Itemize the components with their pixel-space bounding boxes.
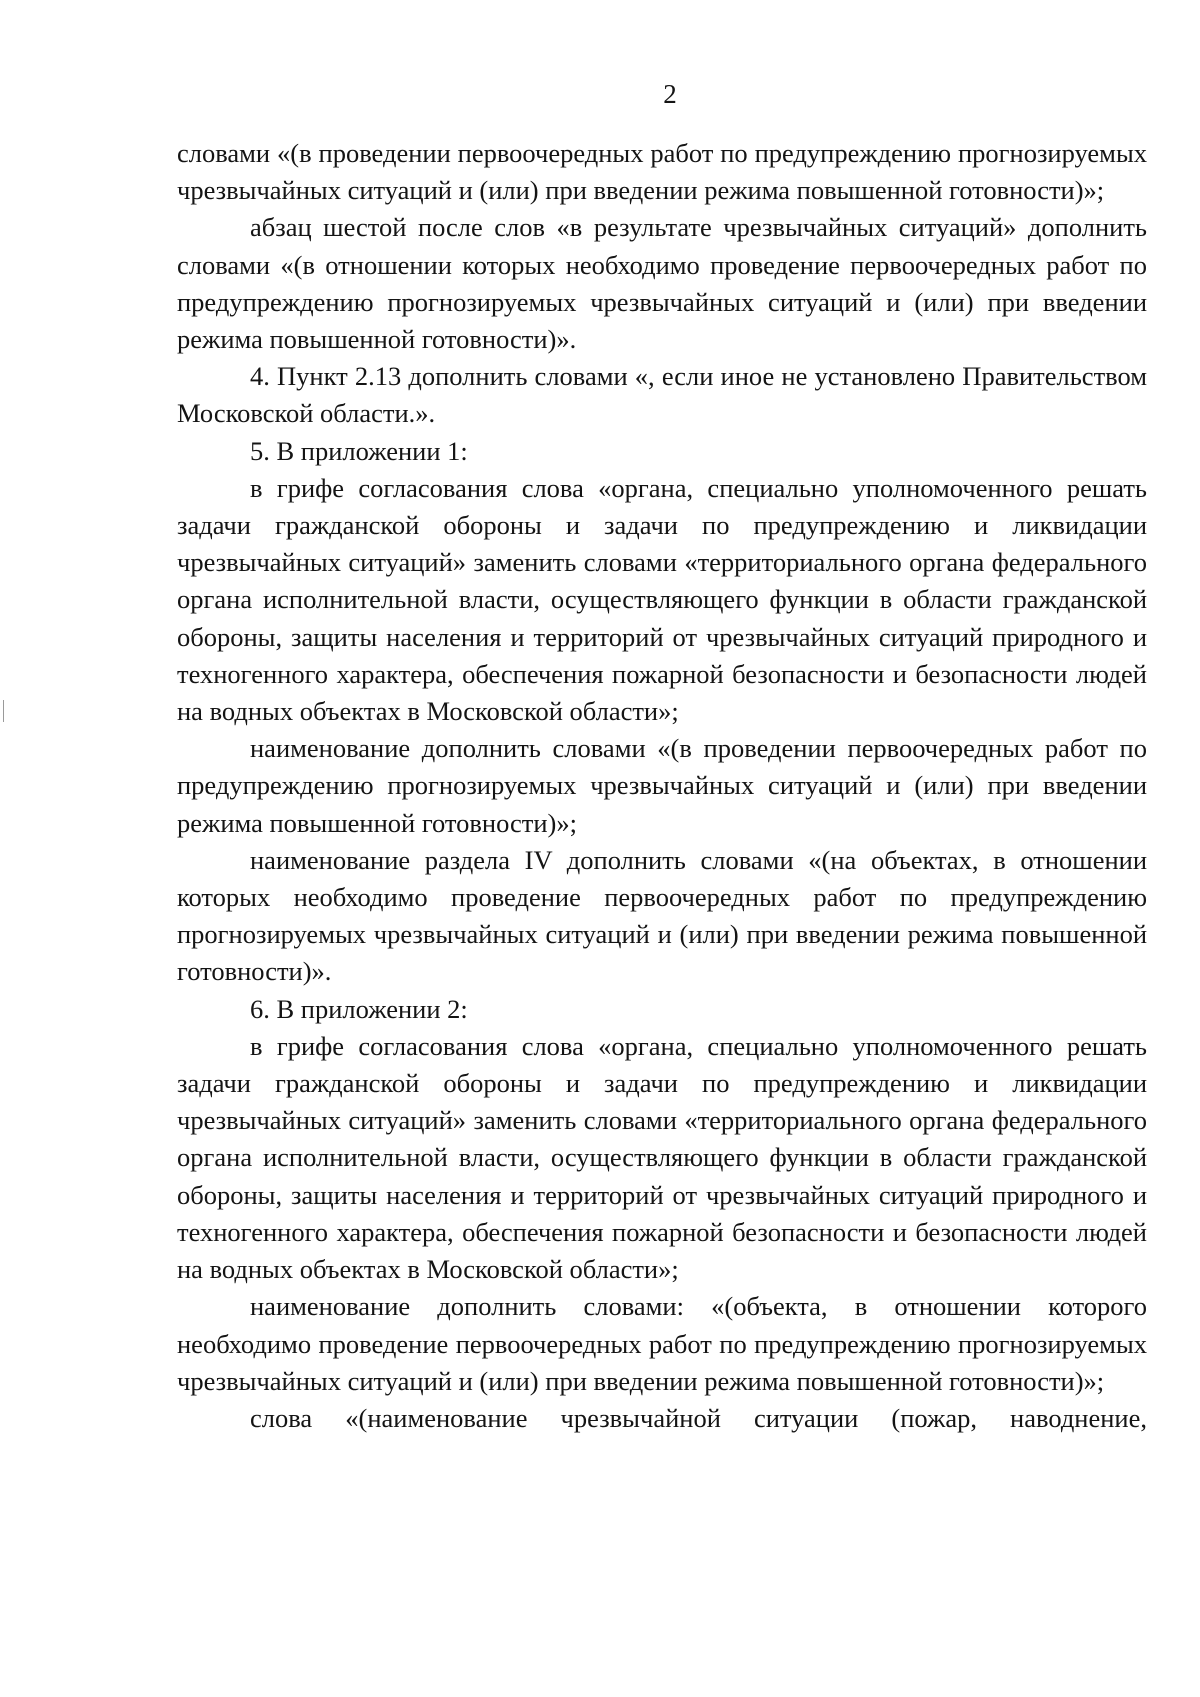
paragraph-punkt-4: 4. Пункт 2.13 дополнить словами «, если иное не установлено Правительством Московской области.». — [177, 361, 1147, 429]
document-body — [177, 135, 1147, 1437]
page-number: 2 — [663, 79, 677, 109]
paragraph-app2-grif: в грифе согласования слова «органа, специально уполномоченного решать задачи гражданской обороны и задачи по предупреждению и ликвидации чрезвычайных ситуаций» заменить словами «территориального органа федерального органа исполнительной власти, осуществляющего функции в области гражданской обороны, защиты населения и территорий от чрезвычайных ситуаций природного и техногенного характера, обеспечения пожарной безопасности и безопасности людей на водных объектах в Московской области»; — [177, 1030, 1147, 1285]
paragraph-app1-grif: в грифе согласования слова «органа, специально уполномоченного решать задачи гражданской обороны и задачи по предупреждению и ликвидации чрезвычайных ситуаций» заменить словами «территориального органа федерального органа исполнительной власти, осуществляющего функции в области гражданской обороны, защиты населения и территорий от чрезвычайных ситуаций природного и техногенного характера, обеспечения пожарной безопасности и безопасности людей на водных объектах в Московской области»; — [177, 472, 1147, 727]
paragraph-app1-section-iv: наименование раздела IV дополнить словами «(на объектах, в отношении которых необходимо проведение первоочередных работ по предупреждению прогнозируемых чрезвычайных ситуаций и (или) при введении режима повышенной готовности)». — [177, 844, 1147, 987]
paragraph-app1-name: наименование дополнить словами «(в проведении первоочередных работ по предупреждению прогнозируемых чрезвычайных ситуаций и (или) при введении режима повышенной готовности)»; — [177, 733, 1147, 838]
paragraph-abzac-shestoy: абзац шестой после слов «в результате чрезвычайных ситуаций» дополнить словами «(в отношении которых необходимо проведение первоочередных работ по предупреждению прогнозируемых чрезвычайных ситуаций и (или) при введении режима повышенной готовности)». — [177, 212, 1147, 355]
paragraph-punkt-6-heading: 6. В приложении 2: — [250, 993, 468, 1024]
paragraph-app2-name: наименование дополнить словами: «(объекта, в отношении которого необходимо проведение первоочередных работ по предупреждению прогнозируемых чрезвычайных ситуаций и (или) при введении режима повышенной готовности)»; — [177, 1291, 1147, 1396]
paragraph-app2-words: слова «(наименование чрезвычайной ситуации (пожар, наводнение, — [250, 1402, 1147, 1433]
scan-artifact — [3, 700, 4, 722]
paragraph-punkt-5-heading: 5. В приложении 1: — [250, 435, 468, 466]
paragraph-continuation: словами «(в проведении первоочередных работ по предупреждению прогнозируемых чрезвычайных ситуаций и (или) при введении режима повышенной готовности)»; — [177, 138, 1147, 206]
